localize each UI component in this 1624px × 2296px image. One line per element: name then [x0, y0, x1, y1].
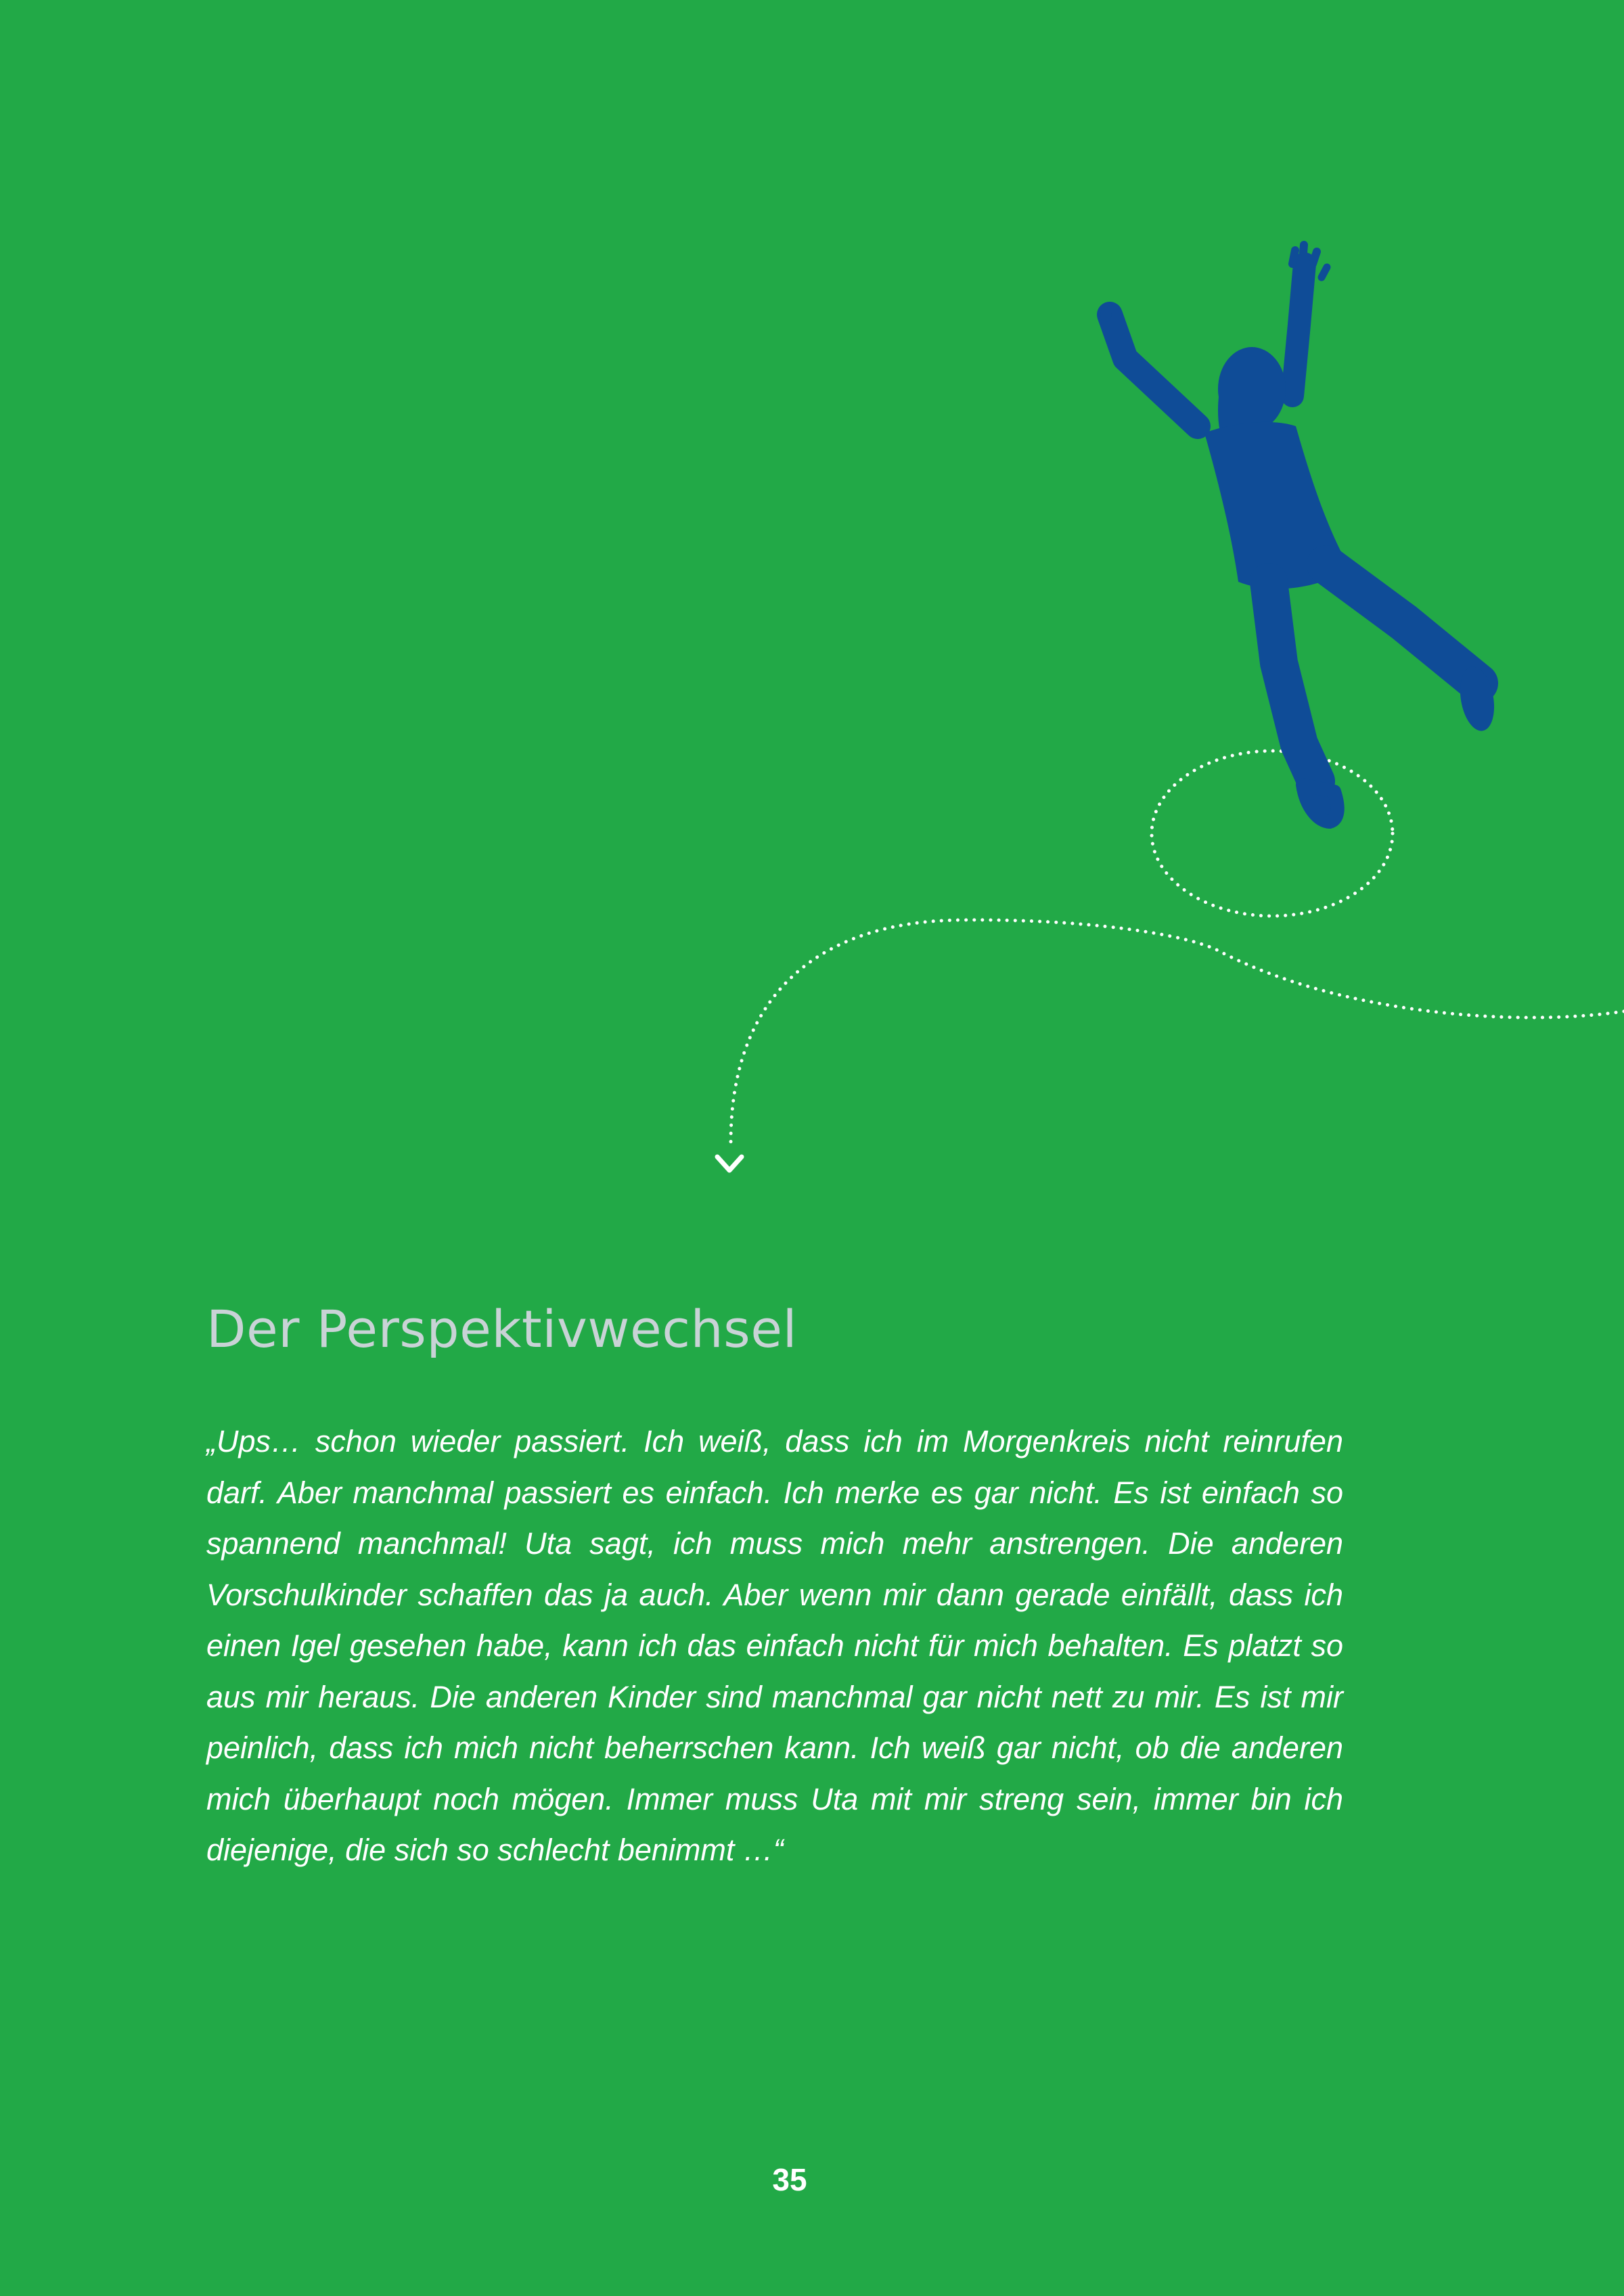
- page-title: Der Perspektivwechsel: [206, 1299, 798, 1359]
- chevron-down-icon: [717, 1157, 742, 1170]
- page-number: 35: [772, 2162, 807, 2197]
- dotted-motion-path: [731, 920, 1624, 1142]
- quote-paragraph: „Ups… schon wieder passiert. Ich weiß, dass ich im Morgenkreis nicht reinrufen darf. Aber manchmal passiert es einfach. Ich merke es gar nicht. Es ist einfach so spannend manchmal! Uta sagt, ich muss mich mehr anstrengen. Die anderen Vorschulkinder schaffen das ja auch. Aber wenn mir dann gerade einfällt, dass ich einen Igel gesehen habe, kann ich das einfach nicht für mich behalten. Es platzt so aus mir heraus. Die anderen Kinder sind manchmal gar nicht nett zu mir. Es ist mir peinlich, dass ich mich nicht beherrschen kann. Ich weiß gar nicht, ob die anderen mich überhaupt noch mögen. Immer muss Uta mit mir streng sein, immer bin ich diejenige, die sich so schlecht benimmt …“: [206, 1424, 1343, 1867]
- dotted-loop: [1152, 751, 1393, 916]
- child-silhouette: [1106, 245, 1499, 822]
